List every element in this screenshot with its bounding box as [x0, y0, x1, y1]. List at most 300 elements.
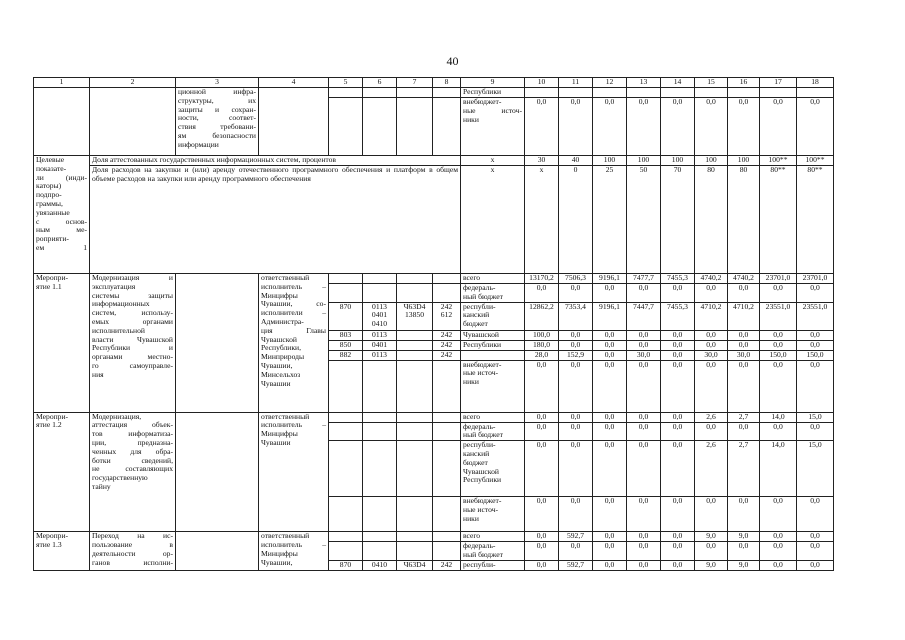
code-col7: [397, 560, 433, 570]
funding-value: 150,0: [760, 350, 797, 360]
target-value: 100: [695, 156, 728, 166]
code-col5: [329, 330, 363, 340]
code-col5-line: 870: [339, 560, 352, 569]
funding-value: 592,7: [559, 532, 593, 542]
code-col7: [397, 532, 433, 542]
target-text: Доля аттестованных государственных информационных систем, процентов: [90, 156, 461, 166]
funding-value: 150,0: [797, 350, 834, 360]
funding-value: 0,0: [593, 330, 627, 340]
funding-source: [461, 350, 525, 360]
target-value: 80: [728, 166, 760, 274]
code-col5-line: 850: [339, 340, 352, 349]
funding-value: 0,0: [695, 340, 728, 350]
funding-value: 0,0: [797, 330, 834, 340]
code-col8: [433, 284, 461, 303]
funding-value: 0,0: [728, 422, 760, 441]
code-col8: [433, 350, 461, 360]
measure-1-3-name-line: пользование в: [92, 539, 173, 549]
measure-1-1-name-line: Республики и: [92, 343, 173, 353]
cont-col3-line: защиты и сохран-: [178, 104, 256, 114]
funding-value: 0,0: [559, 412, 593, 422]
funding-value: 0,0: [525, 542, 559, 561]
cont-value: [760, 88, 797, 98]
code-col5: [329, 532, 363, 542]
measure-1-2-executor-line: Минцифры: [261, 429, 298, 439]
funding-value: 0,0: [728, 542, 760, 561]
funding-source-line: ный бюджет: [463, 291, 503, 301]
funding-value: 0,0: [661, 350, 695, 360]
funding-value: 0,0: [797, 284, 834, 303]
funding-value: 0,0: [760, 422, 797, 441]
funding-source-line: Республики: [463, 340, 502, 349]
code-col7: [397, 302, 433, 330]
funding-value: 0,0: [728, 497, 760, 532]
cont-col7: [397, 98, 433, 156]
target-text: Доля расходов на закупки и (или) аренду отечественного программного обеспечения и платформ в общем объеме расходов на закупки или аренду программного обеспечения: [90, 166, 461, 274]
code-col7: [397, 412, 433, 422]
funding-value: 28,0: [525, 350, 559, 360]
funding-value: 0,0: [627, 441, 661, 497]
code-col5: [329, 350, 363, 360]
funding-value: 2,6: [695, 412, 728, 422]
code-col6: [363, 340, 397, 350]
funding-source-line: внебюджет-: [463, 360, 502, 369]
code-col6-line: 0113: [372, 350, 387, 359]
targets-label-line: Целевые: [36, 155, 65, 164]
measure-1-3-name-line: ганов исполни-: [92, 557, 173, 567]
header-col-10: 10: [525, 78, 559, 88]
continuation-row: [34, 88, 834, 98]
code-col8: [433, 330, 461, 340]
header-col-9: 9: [461, 78, 525, 88]
cont-col3-line: ционной инфра-: [178, 87, 256, 96]
measure-1-1-label: [34, 274, 90, 413]
targets-label-line: роприяти-: [36, 234, 69, 244]
funding-value: 0,0: [525, 284, 559, 303]
funding-value: 0,0: [627, 340, 661, 350]
funding-value: 0,0: [760, 360, 797, 412]
funding-source: [461, 330, 525, 340]
funding-value: 4740,2: [728, 274, 760, 284]
targets-label-line: ным ме-: [36, 225, 87, 235]
funding-source-line: ный бюджет: [463, 549, 503, 559]
funding-source-line: федераль-: [463, 541, 496, 551]
funding-value: 0,0: [593, 542, 627, 561]
funding-source-line: всего: [463, 273, 481, 282]
target-value: 100: [593, 156, 627, 166]
measure-1-1-executor-line: Минцифры: [261, 290, 298, 300]
measure-1-2-row: [34, 412, 834, 422]
funding-value: 0,0: [525, 560, 559, 570]
funding-value: 7477,7: [627, 274, 661, 284]
targets-label-line: каторы): [36, 181, 62, 191]
funding-value: 0,0: [559, 284, 593, 303]
measure-1-2-label: [34, 412, 90, 532]
funding-value: 0,0: [627, 284, 661, 303]
funding-source: [461, 340, 525, 350]
targets-label-line: ли (инди-: [36, 172, 87, 182]
funding-value: 0,0: [728, 340, 760, 350]
code-col7: [397, 542, 433, 561]
funding-value: 0,0: [661, 560, 695, 570]
target-col9: х: [461, 166, 525, 274]
targets-label: [34, 156, 90, 274]
target-value: 70: [661, 166, 695, 274]
measure-1-2-name-line: не составляющих: [92, 464, 173, 474]
header-col-8: 8: [433, 78, 461, 88]
measure-1-3-executor-line: Минцифры: [261, 548, 298, 558]
code-col8: [433, 542, 461, 561]
measure-1-1-executor-line: Республики,: [261, 343, 301, 353]
code-col5-line: 882: [339, 350, 352, 359]
funding-value: 0,0: [525, 422, 559, 441]
funding-value: 23551,0: [797, 302, 834, 330]
code-col7: [397, 350, 433, 360]
code-col8: [433, 302, 461, 330]
header-col-11: 11: [559, 78, 593, 88]
funding-source: [461, 542, 525, 561]
funding-value: 13170,2: [525, 274, 559, 284]
cont-col4: [259, 88, 329, 156]
funding-value: 0,0: [525, 412, 559, 422]
measure-1-3-label-line: Меропри-: [36, 531, 69, 541]
measure-1-1-executor-line: Минприроды: [261, 352, 305, 362]
funding-value: 9,0: [695, 532, 728, 542]
funding-value: 0,0: [525, 441, 559, 497]
measure-1-1-name-line: емых органами: [92, 316, 173, 326]
funding-value: 0,0: [593, 532, 627, 542]
code-col7: [397, 330, 433, 340]
measure-1-1-name-line: систем, использу-: [92, 308, 173, 318]
header-row: [34, 78, 834, 88]
cont-value: [728, 88, 760, 98]
targets-label-line: с основ-: [36, 216, 87, 226]
header-col-5: 5: [329, 78, 363, 88]
targets-label-line: подпро-: [36, 190, 62, 200]
cont-value: [695, 88, 728, 98]
code-col6: [363, 560, 397, 570]
funding-value: 0,0: [661, 340, 695, 350]
funding-source-line: всего: [463, 531, 481, 541]
funding-value: 9196,1: [593, 302, 627, 330]
header-col-16: 16: [728, 78, 760, 88]
cont-col6: [363, 98, 397, 156]
target-value: х: [525, 166, 559, 274]
cont-col3: [176, 88, 259, 156]
funding-value: 0,0: [695, 497, 728, 532]
funding-value: 2,7: [728, 441, 760, 497]
code-col8: [433, 532, 461, 542]
cont-value: 0,0: [695, 98, 728, 156]
measure-1-2-name-line: ченных для обра-: [92, 446, 173, 456]
header-col-18: 18: [797, 78, 834, 88]
cont-col5: [329, 88, 363, 98]
target-value: 50: [627, 166, 661, 274]
funding-value: 14,0: [760, 441, 797, 497]
funding-value: 0,0: [627, 330, 661, 340]
measure-1-3-name-line: Переход на ис-: [92, 531, 173, 541]
code-col5: [329, 441, 363, 497]
funding-source-line: федераль-: [463, 422, 496, 431]
measure-1-1-executor-line: исполнитель –: [261, 281, 326, 291]
measure-1-1-name-line: власти Чувашской: [92, 334, 173, 344]
code-col6-line: 0113: [372, 330, 387, 339]
funding-value: 0,0: [627, 412, 661, 422]
header-col-3: 3: [176, 78, 259, 88]
cont-col3-line: структуры, их: [178, 95, 256, 105]
funding-value: 0,0: [661, 441, 695, 497]
funding-source-line: ный бюджет: [463, 430, 503, 440]
cont-source-line: внебюджет-: [463, 97, 502, 106]
cont-col3-line: ности, соответ-: [178, 113, 256, 123]
measure-1-1-name-line: эксплуатация: [92, 281, 136, 291]
cont-value: 0,0: [525, 98, 559, 156]
funding-value: 9,0: [728, 532, 760, 542]
cont-col6: [363, 88, 397, 98]
funding-value: 0,0: [661, 284, 695, 303]
cont-col3-line: ствия требовани-: [178, 122, 256, 132]
target-value: 100**: [797, 156, 834, 166]
funding-value: 7455,3: [661, 274, 695, 284]
measure-1-1-executor-line: Чувашии,: [261, 360, 293, 370]
code-col5-line: 803: [339, 330, 352, 339]
measure-1-3-label: [34, 532, 90, 571]
measure-1-1-name-line: го самоуправле-: [92, 360, 173, 370]
funding-source-line: республи-: [463, 560, 496, 569]
target-value: 0: [559, 166, 593, 274]
funding-source: [461, 532, 525, 542]
funding-value: 152,9: [559, 350, 593, 360]
cont-value: 0,0: [593, 98, 627, 156]
target-value: 100: [728, 156, 760, 166]
code-col8: [433, 274, 461, 284]
target-row: [34, 156, 834, 166]
funding-source-line: республи-: [463, 302, 496, 311]
funding-source-line: ные источ-: [463, 368, 499, 378]
funding-value: 0,0: [797, 340, 834, 350]
target-value: 100: [661, 156, 695, 166]
funding-source-line: Чувашской: [463, 330, 499, 339]
funding-value: 0,0: [593, 350, 627, 360]
funding-source-line: Республики: [463, 475, 502, 485]
code-col7-line: 13850: [405, 310, 424, 320]
funding-value: 23701,0: [760, 274, 797, 284]
funding-value: 0,0: [627, 422, 661, 441]
measure-1-3-name: [90, 532, 176, 571]
code-col6: [363, 302, 397, 330]
target-value: 80**: [760, 166, 797, 274]
funding-value: 2,6: [695, 441, 728, 497]
funding-value: 7353,4: [559, 302, 593, 330]
funding-source-line: Чувашской: [463, 466, 499, 476]
funding-value: 0,0: [760, 330, 797, 340]
target-value: 30: [525, 156, 559, 166]
measure-1-3-executor: [259, 532, 329, 571]
measure-1-3-row: [34, 532, 834, 542]
code-col7: [397, 360, 433, 412]
code-col6: [363, 497, 397, 532]
funding-value: 0,0: [661, 497, 695, 532]
funding-value: 0,0: [559, 422, 593, 441]
funding-value: 30,0: [728, 350, 760, 360]
code-col5: [329, 542, 363, 561]
funding-value: 100,0: [525, 330, 559, 340]
header-col-14: 14: [661, 78, 695, 88]
measure-1-1-executor-line: ция Главы: [261, 325, 326, 335]
header-col-2: 2: [90, 78, 176, 88]
code-col5: [329, 360, 363, 412]
code-col8: [433, 340, 461, 350]
measure-1-3-executor-line: Чувашии,: [261, 557, 293, 567]
measure-1-2-executor-line: Чувашии: [261, 437, 291, 447]
code-col7: [397, 422, 433, 441]
funding-value: 0,0: [593, 340, 627, 350]
cont-source-line: ные источ-: [463, 105, 522, 115]
code-col8-line: 242: [440, 302, 453, 311]
measure-1-2-executor-line: исполнитель –: [261, 420, 326, 430]
funding-value: 0,0: [797, 532, 834, 542]
measure-1-1-name-line: органами местно-: [92, 352, 173, 362]
cont-value: [661, 88, 695, 98]
code-col6-line: 0410: [371, 560, 388, 569]
header-col-1: 1: [34, 78, 90, 88]
funding-value: 0,0: [661, 532, 695, 542]
code-col6-line: 0410: [371, 319, 388, 329]
measure-1-1-name-line: ния: [92, 369, 104, 379]
measure-1-1-name-line: системы защиты: [92, 290, 173, 300]
measure-1-2-name-line: тайну: [92, 481, 111, 491]
code-col8: [433, 441, 461, 497]
code-col6: [363, 284, 397, 303]
cont-col2: [90, 88, 176, 156]
targets-label-line: ем 1: [36, 242, 87, 252]
measure-1-2-name-line: ции, предназна-: [92, 437, 173, 447]
measure-1-1-name: [90, 274, 176, 413]
target-value: 80**: [797, 166, 834, 274]
code-col5: [329, 284, 363, 303]
code-col8: [433, 422, 461, 441]
code-col8: [433, 497, 461, 532]
funding-value: 12862,2: [525, 302, 559, 330]
funding-value: 9196,1: [593, 274, 627, 284]
budget-table: [33, 77, 834, 571]
funding-value: 7447,7: [627, 302, 661, 330]
funding-value: 0,0: [593, 412, 627, 422]
funding-value: 0,0: [593, 497, 627, 532]
measure-1-2-label-line: Меропри-: [36, 412, 69, 421]
funding-value: 0,0: [525, 360, 559, 412]
measure-1-1-executor-line: исполнители –: [261, 308, 326, 318]
funding-source: [461, 274, 525, 284]
funding-value: 15,0: [797, 441, 834, 497]
measure-1-1-executor-line: Чувашской: [261, 334, 297, 344]
code-col5: [329, 274, 363, 284]
funding-value: 2,7: [728, 412, 760, 422]
target-value: 80: [695, 166, 728, 274]
funding-source-line: всего: [463, 412, 481, 421]
funding-value: 0,0: [593, 422, 627, 441]
measure-1-1-executor-line: Чувашии, со-: [261, 299, 326, 309]
measure-1-2-executor: [259, 412, 329, 532]
measure-1-1-executor-line: Администра-: [261, 316, 304, 326]
funding-source-line: бюджет: [463, 457, 488, 467]
funding-value: 0,0: [593, 441, 627, 497]
funding-source-line: республи-: [463, 440, 496, 450]
cont-source-line: Республики: [463, 87, 502, 96]
measure-1-3-label-line: ятие 1.3: [36, 539, 62, 549]
cont-value: [559, 88, 593, 98]
code-col7: [397, 497, 433, 532]
measure-1-2-name-line: государственную: [92, 473, 148, 483]
measure-1-3-col3: [176, 532, 259, 571]
target-value: 25: [593, 166, 627, 274]
cont-value: [593, 88, 627, 98]
code-col5: [329, 340, 363, 350]
funding-value: 0,0: [627, 532, 661, 542]
funding-value: 0,0: [627, 560, 661, 570]
funding-value: 0,0: [661, 330, 695, 340]
code-col8-line: 242: [440, 330, 453, 339]
measure-1-1-col3: [176, 274, 259, 413]
code-col6-line: 0401: [371, 310, 388, 320]
code-col7: [397, 340, 433, 350]
funding-value: 0,0: [760, 542, 797, 561]
header-col-15: 15: [695, 78, 728, 88]
code-col5: [329, 497, 363, 532]
measure-1-3-executor-line: исполнитель –: [261, 539, 326, 549]
funding-value: 0,0: [797, 560, 834, 570]
funding-value: 0,0: [728, 284, 760, 303]
code-col5: [329, 412, 363, 422]
funding-value: 0,0: [627, 360, 661, 412]
funding-value: 4740,2: [695, 274, 728, 284]
header-col-4: 4: [259, 78, 329, 88]
cont-source-line: ники: [463, 114, 479, 124]
code-col6-line: 0401: [371, 340, 388, 349]
cont-col8: [433, 98, 461, 156]
funding-source: [461, 302, 525, 330]
cont-source: [461, 88, 525, 98]
code-col8-line: 242: [440, 340, 453, 349]
funding-value: 0,0: [797, 497, 834, 532]
funding-value: 0,0: [593, 284, 627, 303]
funding-value: 4710,2: [695, 302, 728, 330]
funding-value: 0,0: [559, 330, 593, 340]
code-col8-line: 242: [440, 560, 453, 569]
code-col6: [363, 441, 397, 497]
funding-value: 0,0: [760, 340, 797, 350]
code-col6: [363, 532, 397, 542]
funding-value: 0,0: [797, 542, 834, 561]
measure-1-3-name-line: деятельности ор-: [92, 548, 173, 558]
funding-value: 0,0: [559, 497, 593, 532]
funding-value: 0,0: [760, 497, 797, 532]
target-row: [34, 166, 834, 274]
cont-col8: [433, 88, 461, 98]
measure-1-1-executor-line: Минсельхоз: [261, 369, 301, 379]
funding-source-line: ники: [463, 377, 479, 387]
cont-value: 0,0: [760, 98, 797, 156]
cont-col3-line: информации: [178, 139, 219, 149]
funding-source: [461, 497, 525, 532]
cont-source: [461, 98, 525, 156]
code-col6: [363, 412, 397, 422]
code-col6: [363, 274, 397, 284]
funding-value: 0,0: [661, 412, 695, 422]
measure-1-2-name-line: ботки сведений,: [92, 455, 173, 465]
cont-value: [627, 88, 661, 98]
code-col6: [363, 350, 397, 360]
